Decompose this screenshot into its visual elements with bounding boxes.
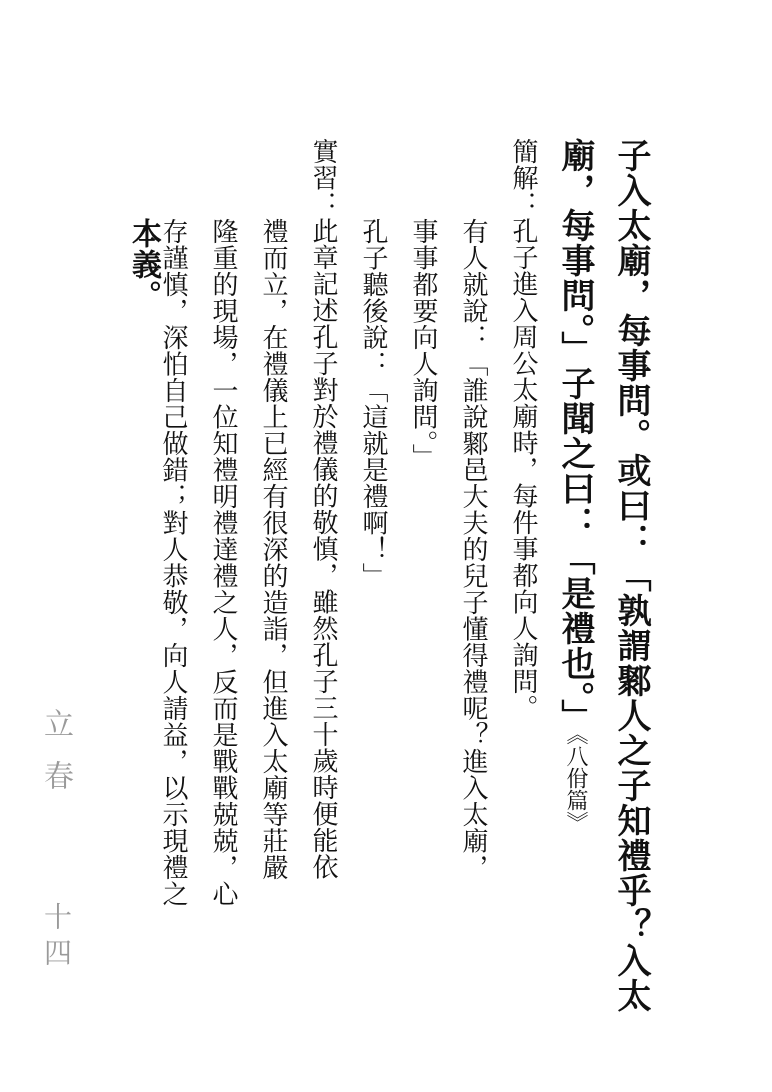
quote-line-3: 本義。 xyxy=(126,218,161,311)
source-citation: 《八佾篇》 xyxy=(563,734,588,833)
side-label: 立春 xyxy=(38,708,73,812)
quote-line-1: 子入太廟，每事問。或曰：「孰謂鄹人之子知禮乎？入太 xyxy=(611,138,651,1013)
page-number: 十四 xyxy=(40,902,73,974)
explanation-line-4: 孔子聽後說：「這就是禮啊！」 xyxy=(358,218,388,589)
practice-line-1: 實習：此章記述孔子對於禮儀的敬慎，雖然孔子三十歲時便能依 xyxy=(308,138,338,880)
explanation-line-2: 有人就說：「誰說鄹邑大夫的兒子懂得禮呢？進入太廟， xyxy=(458,218,488,881)
practice-line-3: 隆重的現場，一位知禮明禮達禮之人，反而是戰戰兢兢，心 xyxy=(208,218,238,907)
practice-line-4: 存謹慎，深怕自己做錯；對人恭敬，向人請益，以示現禮之 xyxy=(158,218,188,907)
quote-line-2 xyxy=(555,138,595,833)
explanation-line-1: 簡解：孔子進入周公太廟時，每件事都向人詢問。 xyxy=(508,138,538,721)
quote-line-2-text: 廟，每事問。」子聞之曰：「是禮也。」 xyxy=(555,138,595,734)
practice-line-2: 禮而立，在禮儀上已經有很深的造詣，但進入太廟等莊嚴 xyxy=(258,218,288,881)
explanation-line-3: 事事都要向人詢問。」 xyxy=(408,218,438,470)
